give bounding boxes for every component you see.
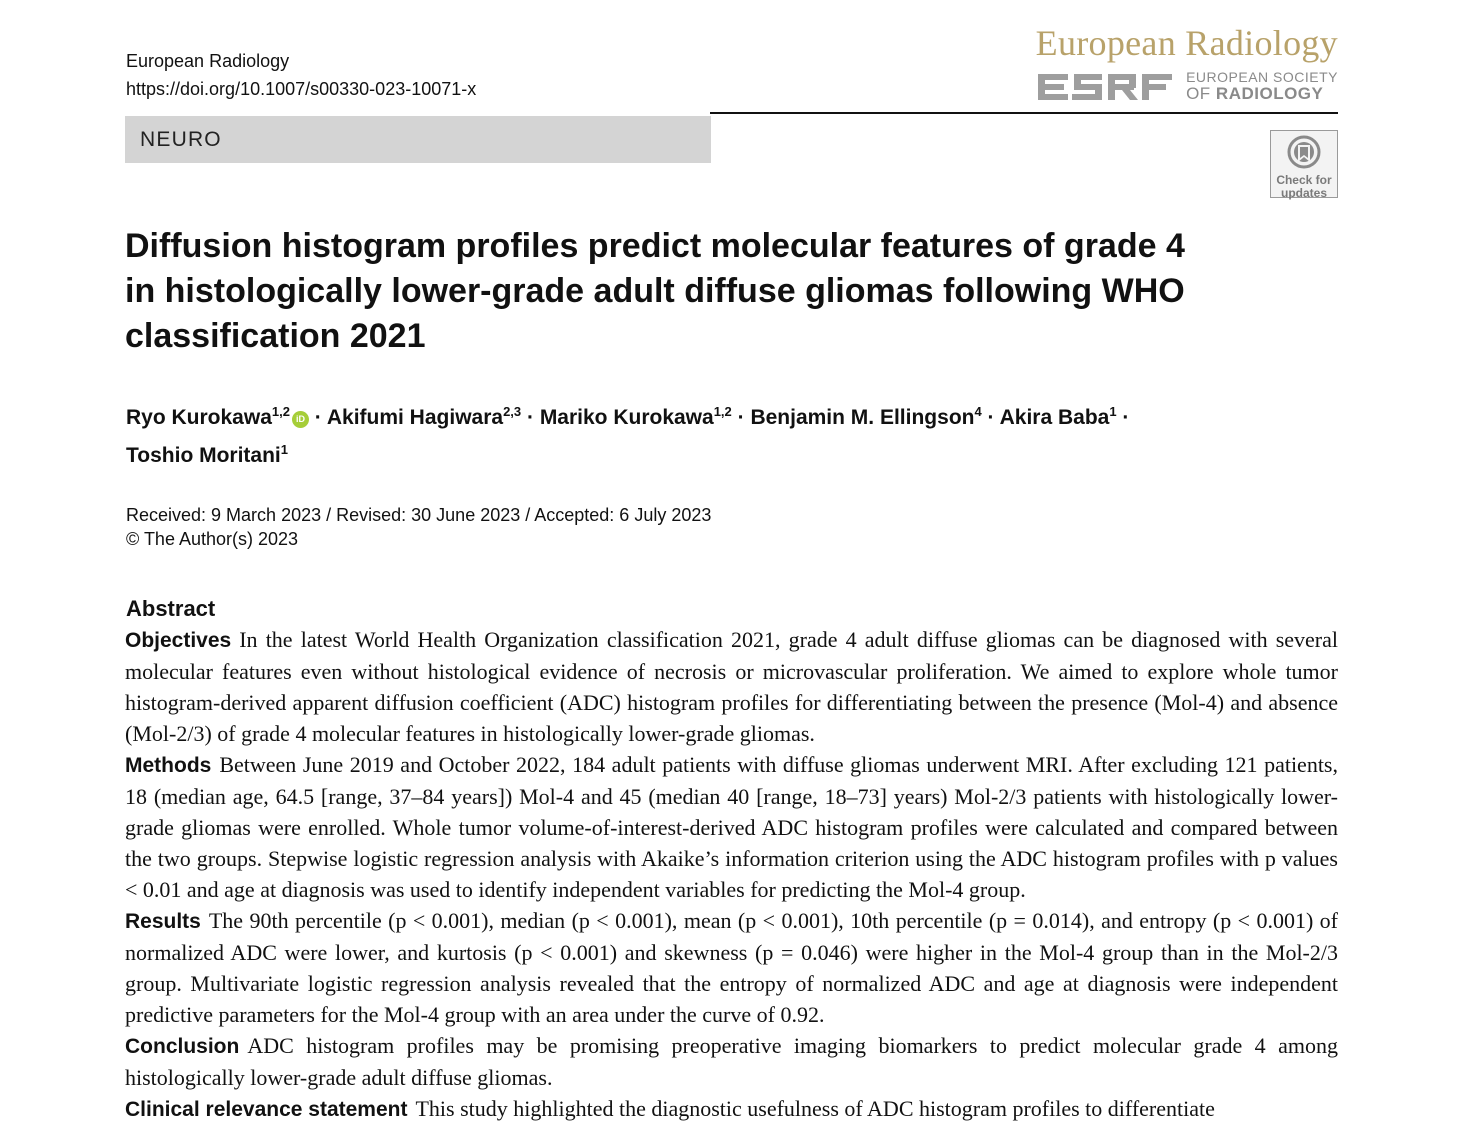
abstract-body [125, 624, 1338, 1125]
abstract-section-label: Conclusion [125, 1035, 240, 1058]
badge-line1: Check for [1276, 173, 1332, 187]
orcid-icon[interactable]: iD [292, 411, 309, 428]
author-name[interactable]: Toshio Moritani [126, 444, 281, 467]
abstract-section [125, 1030, 1338, 1093]
section-label: NEURO [140, 128, 222, 151]
brand-title: European Radiology [1035, 23, 1338, 63]
doi-link[interactable]: https://doi.org/10.1007/s00330-023-10071-x [126, 79, 477, 99]
section-tag [125, 116, 711, 163]
abstract-section-label: Results [125, 910, 201, 933]
badge-line2: updates [1280, 186, 1327, 200]
check-updates-badge[interactable] [1270, 130, 1338, 198]
author-affiliation: 1,2 [271, 404, 290, 419]
journal-meta [126, 47, 476, 103]
journal-name: European Radiology [126, 51, 290, 71]
copyright-line: © The Author(s) 2023 [126, 529, 299, 549]
author-affiliation: 1 [1109, 404, 1117, 419]
author-name[interactable]: Akira Baba [999, 406, 1110, 429]
abstract-section-text: Between June 2019 and October 2022, 184 adult patients with diffuse gliomas underwent MRI. After excluding 121 patients, 18 (median age, 64.5 [range, 37–84 years]) Mol-4 and 45 (median 40 [range, 18–73] years) Mol-2/3 patients with histologically lower-grade gliomas were enrolled. Whole tumor volume-of-interest-derived ADC histogram profiles were calculated and compared between the two groups. Stepwise logistic regression analysis with Akaike’s information criterion using the ADC histogram profiles with p values < 0.01 and age at diagnosis was used to identify independent variables for predicting the Mol-4 group. [125, 752, 1338, 902]
author-affiliation: 2,3 [503, 404, 522, 419]
article-dates [126, 503, 711, 551]
abstract-section [125, 749, 1338, 905]
author-affiliation: 4 [974, 404, 982, 419]
esr-logo-icon [1038, 72, 1172, 102]
abstract-section-text: In the latest World Health Organization classification 2021, grade 4 adult diffuse gliomas can be diagnosed with several molecular features even without histological evidence of necrosis or microvascular proliferation. We aimed to explore whole tumor histogram-derived apparent diffusion coefficient (ADC) histogram profiles for differentiating between the presence (Mol-4) and absence (Mol-2/3) of grade 4 molecular features in histologically lower-grade gliomas. [125, 627, 1338, 746]
author-affiliation: 1,2 [713, 404, 732, 419]
abstract-section-text: ADC histogram profiles may be promising preoperative imaging biomarkers to predict molecular grade 4 among histologically lower-grade adult diffuse gliomas. [125, 1033, 1338, 1090]
article-title: Diffusion histogram profiles predict molecular features of grade 4 in histologically lower-grade adult diffuse gliomas following WHO classification 2021 [125, 227, 1185, 355]
journal-brand [1036, 22, 1338, 103]
author-name[interactable]: Ryo Kurokawa [126, 406, 272, 429]
abstract-section [125, 905, 1338, 1030]
abstract-section-label: Objectives [125, 629, 232, 652]
abstract-section-text: This study highlighted the diagnostic usefulness of ADC histogram profiles to differentiate [415, 1096, 1215, 1121]
society-line2-prefix: OF [1186, 84, 1216, 103]
abstract-heading: Abstract [126, 596, 216, 621]
society-line2-bold: RADIOLOGY [1215, 84, 1324, 103]
society-line1: EUROPEAN SOCIETY [1186, 69, 1338, 85]
author-affiliation: 1 [280, 442, 288, 457]
author-list: Ryo Kurokawa$^{1,2}$ iD · Akifumi Hagiwara$^{2,3}$ · Mariko Kurokawa$^{1,2}$ · Benjamin M. Ellingson$^4$ · Akira Baba$^1$ · Toshio Moritani$^1$ [126, 404, 1130, 467]
abstract-section [125, 624, 1338, 749]
abstract-section-label: Clinical relevance statement [125, 1098, 408, 1121]
bookmark-icon [1287, 135, 1321, 169]
header-rule [710, 112, 1338, 114]
esr-logo-row [1036, 70, 1338, 103]
author-name[interactable]: Mariko Kurokawa [539, 406, 714, 429]
abstract-section-label: Methods [125, 754, 212, 777]
author-name[interactable]: Benjamin M. Ellingson [750, 406, 975, 429]
author-name[interactable]: Akifumi Hagiwara [326, 406, 504, 429]
abstract-section-text: The 90th percentile (p < 0.001), median (p < 0.001), mean (p < 0.001), 10th percentile (p = 0.014), and entropy (p < 0.001) of normalized ADC were lower, and kurtosis (p < 0.001) and skewness (p = 0.046) were higher in the Mol-4 group than in the Mol-2/3 group. Multivariate logistic regression analysis revealed that the entropy of normalized ADC and age at diagnosis were independent predictive parameters for the Mol-4 group with an area under the curve of 0.92. [125, 908, 1338, 1027]
history-dates: Received: 9 March 2023 / Revised: 30 June 2023 / Accepted: 6 July 2023 [126, 505, 712, 525]
society-name [1186, 70, 1338, 103]
